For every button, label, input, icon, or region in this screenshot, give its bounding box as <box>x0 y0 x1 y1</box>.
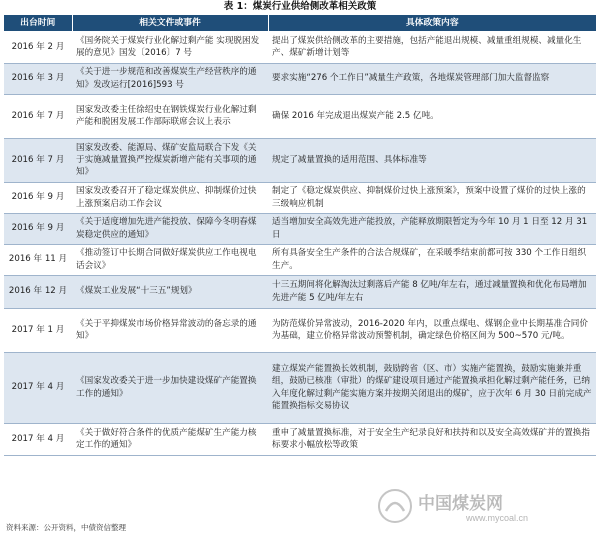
watermark <box>376 487 576 527</box>
row-document: 国家发改委召开了稳定煤炭供应、抑制煤价过快上涨预案启动工作会议 <box>72 182 268 213</box>
row-date: 2016 年 9 月 <box>4 182 72 213</box>
table-row <box>4 182 596 213</box>
row-document: 《国家发改委关于进一步加快建设煤矿产能置换工作的通知》 <box>72 352 268 423</box>
row-content: 十三五期间将化解淘汰过剩落后产能 8 亿吨/年左右，通过减量置换和优化布局增加先进产能 5 亿吨/年左右 <box>268 275 596 308</box>
row-document: 《推动签订中长期合同做好煤炭供应工作电视电话会议》 <box>72 244 268 275</box>
row-date: 2016 年 7 月 <box>4 94 72 138</box>
row-date: 2017 年 4 月 <box>4 352 72 423</box>
row-document: 《关于做好符合条件的优质产能煤矿生产能力核定工作的通知》 <box>72 423 268 455</box>
table-row <box>4 352 596 423</box>
table-row <box>4 308 596 352</box>
watermark-url: www.mycoal.cn <box>466 513 529 523</box>
row-document: 《关于适度增加先进产能投放、保障今冬明春煤炭稳定供应的通知》 <box>72 213 268 244</box>
table-row <box>4 275 596 308</box>
source-footnote: 资料来源：公开资料，中债资信整理 <box>6 523 126 532</box>
row-date: 2016 年 2 月 <box>4 31 72 63</box>
row-content: 建立煤炭产能置换长效机制，鼓励跨省（区、市）实施产能置换，鼓励实施兼并重组，鼓励已核准（审批）的煤矿建设项目通过产能置换承担化解过剩产能任务，已纳入年度化解过剩产能实施方案并按期关闭退出的煤矿，应于次年 6 月 30 日前完成产能置换指标交易协议 <box>268 352 596 423</box>
row-content: 制定了《稳定煤炭供应、抑制煤价过快上涨预案》，预案中设置了煤价的过快上涨的三级响应机制 <box>268 182 596 213</box>
row-date: 2017 年 1 月 <box>4 308 72 352</box>
header-document: 相关文件或事件 <box>72 15 268 31</box>
row-content: 确保 2016 年完成退出煤炭产能 2.5 亿吨。 <box>268 94 596 138</box>
row-document: 《煤炭工业发展“十三五”规划》 <box>72 275 268 308</box>
watermark-text: 中国煤炭网 <box>418 494 503 514</box>
row-content: 所有具备安全生产条件的合法合规煤矿，在采暖季结束前都可按 330 个工作日组织生产。 <box>268 244 596 275</box>
row-content: 要求实施“276 个工作日”减量生产政策，各地煤炭管理部门加大监督监察 <box>268 63 596 94</box>
row-document: 《关于进一步规范和改善煤炭生产经营秩序的通知》发改运行[2016]593 号 <box>72 63 268 94</box>
row-date: 2016 年 11 月 <box>4 244 72 275</box>
row-content: 重申了减量置换标准，对于安全生产纪录良好和扶持和以及安全高效煤矿并的置换指标要求小幅放松等政策 <box>268 423 596 455</box>
row-document: 《关于平抑煤炭市场价格异常波动的备忘录的通知》 <box>72 308 268 352</box>
table-row <box>4 31 596 63</box>
table-row <box>4 94 596 138</box>
policy-table <box>4 15 596 456</box>
table-header-row <box>4 15 596 31</box>
row-content: 规定了减量置换的适用范围、具体标准等 <box>268 138 596 182</box>
table-row <box>4 423 596 455</box>
row-date: 2016 年 9 月 <box>4 213 72 244</box>
header-date: 出台时间 <box>4 15 72 31</box>
row-document: 国家发改委主任徐绍史在钢铁煤炭行业化解过剩产能和脱困发展工作部际联席会议上表示 <box>72 94 268 138</box>
table-row <box>4 63 596 94</box>
row-document: 《国务院关于煤炭行业化解过剩产能 实现脱困发展的意见》国发〔2016〕7 号 <box>72 31 268 63</box>
row-date: 2016 年 3 月 <box>4 63 72 94</box>
table-row <box>4 244 596 275</box>
row-date: 2016 年 7 月 <box>4 138 72 182</box>
row-date: 2016 年 12 月 <box>4 275 72 308</box>
row-content: 为防范煤价异常波动，2016-2020 年内，以重点煤电、煤钢企业中长期基准合同价为基础，建立价格异常波动预警机制，确定绿色价格区间为 500~570 元/吨。 <box>268 308 596 352</box>
row-date: 2017 年 4 月 <box>4 423 72 455</box>
row-content: 提出了煤炭供给侧改革的主要措施，包括产能退出规模、减量重组规模、减量化生产、煤矿新增计划等 <box>268 31 596 63</box>
table-row <box>4 213 596 244</box>
header-content: 具体政策内容 <box>268 15 596 31</box>
table-title: 表 1：煤炭行业供给侧改革相关政策 <box>223 1 377 12</box>
watermark-logo-icon <box>376 487 414 525</box>
row-content: 适当增加安全高效先进产能投放，产能释放期限暂定为今年 10 月 1 日至 12 月 31 日 <box>268 213 596 244</box>
table-row <box>4 138 596 182</box>
row-document: 国家发改委、能源局、煤矿安监局联合下发《关于实施减量置换严控煤炭新增产能有关事项的通知》 <box>72 138 268 182</box>
